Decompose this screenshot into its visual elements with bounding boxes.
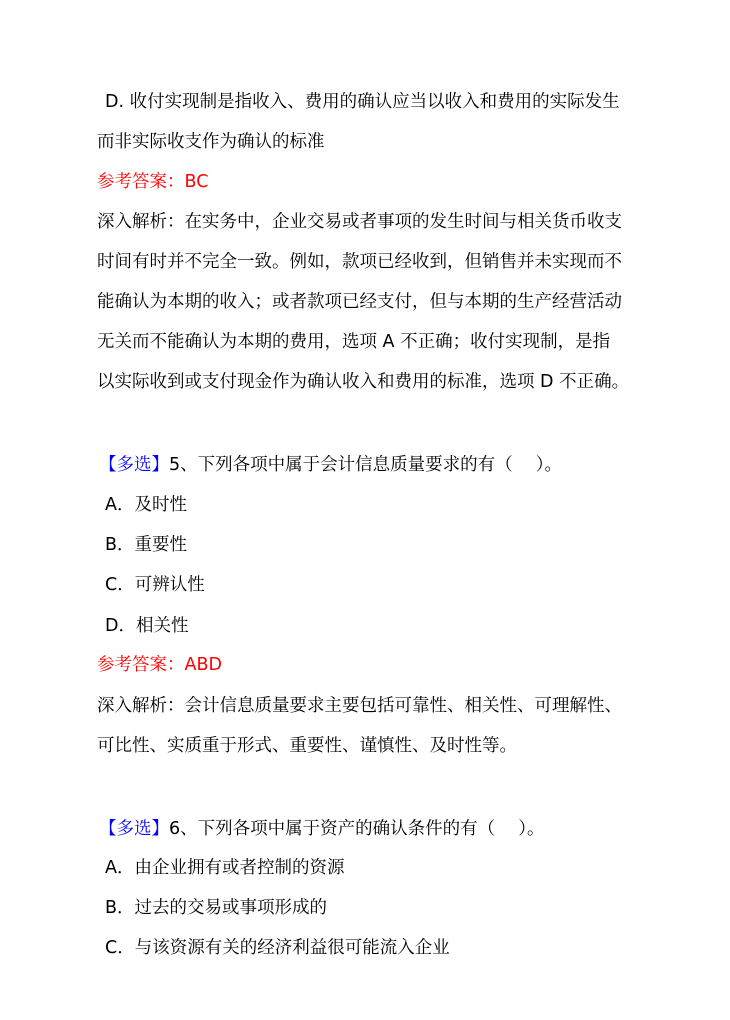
question-5-title bbox=[99, 454, 562, 476]
option-a: A．由企业拥有或者控制的资源 bbox=[105, 858, 345, 878]
option-b: B．重要性 bbox=[105, 535, 188, 555]
analysis-line: 深入解析：在实务中，企业交易或者事项的发生时间与相关货币收支 bbox=[97, 212, 622, 232]
option-b: B．过去的交易或事项形成的 bbox=[105, 898, 328, 918]
option-d: D．相关性 bbox=[105, 616, 189, 636]
option-d-line-1: D. 收付实现制是指收入、费用的确认应当以收入和费用的实际发生 bbox=[105, 92, 620, 112]
reference-answer: 参考答案：BC bbox=[97, 172, 209, 192]
analysis-line: 无关而不能确认为本期的费用，选项 A 不正确；收付实现制，是指 bbox=[97, 332, 611, 352]
analysis-line: 时间有时并不完全一致。例如，款项已经收到，但销售并未实现而不 bbox=[97, 252, 622, 272]
question-text: 5、下列各项中属于会计信息质量要求的有（ ）。 bbox=[169, 455, 562, 475]
analysis-line: 能确认为本期的收入；或者款项已经支付，但与本期的生产经营活动 bbox=[97, 292, 622, 312]
option-d-line-2: 而非实际收支作为确认的标准 bbox=[97, 132, 325, 152]
analysis-line: 深入解析：会计信息质量要求主要包括可靠性、相关性、可理解性、 bbox=[97, 696, 622, 716]
question-type-tag: 【多选】 bbox=[99, 819, 169, 839]
option-a: A．及时性 bbox=[105, 495, 187, 515]
analysis-line: 以实际收到或支付现金作为确认收入和费用的标准，选项 D 不正确。 bbox=[97, 372, 630, 392]
option-c: C．可辨认性 bbox=[105, 575, 205, 595]
reference-answer: 参考答案：ABD bbox=[97, 655, 222, 675]
analysis-line: 可比性、实质重于形式、重要性、谨慎性、及时性等。 bbox=[97, 736, 517, 756]
option-c: C．与该资源有关的经济利益很可能流入企业 bbox=[105, 938, 450, 958]
question-type-tag: 【多选】 bbox=[99, 455, 169, 475]
question-6-title bbox=[99, 818, 544, 840]
question-text: 6、下列各项中属于资产的确认条件的有（ ）。 bbox=[169, 819, 545, 839]
